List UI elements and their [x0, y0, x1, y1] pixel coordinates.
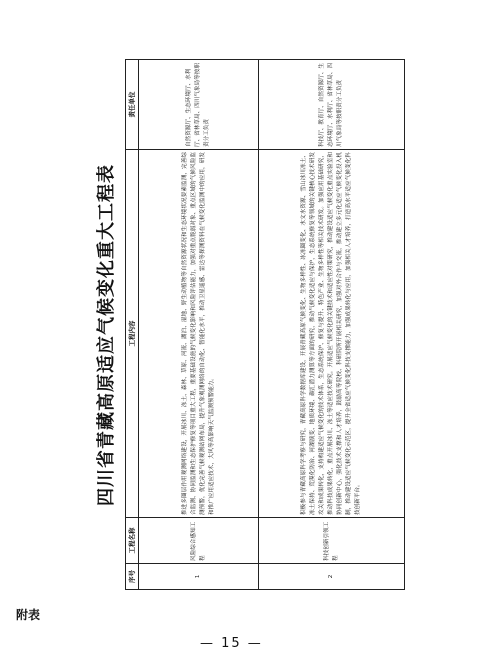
row-name: 风险综合感知工程: [139, 518, 259, 564]
row-name: 科技创新引领工程: [259, 518, 405, 564]
row-dept: 科技厅、教育厅、自然资源厅、生态环境厅、水利厅、省林草局、四川气象局等按职责分工负责: [259, 60, 405, 150]
header-name: 工程名称: [126, 518, 139, 564]
row-content: 积极参与青藏高原科学考察与研究，青藏高原科学数据库建设，开展青藏高原气候变化、生物多样性、冰冻圈变化、水文水资源、雪山冰川冻土、冻土保持、荒漠化防治、河湖演变、地质环境、碳汇潜力测算等方面的研究，推动气候变化适应与保护，生态系统修复等领域的关键核心技术研发攻关和成果转化，支持构建适应气候变化的技术体系，生态系统保护、修复与提升、特色产业、生物多样性等相关技术研发。加强应用基础研究，推动科技成果转化，重点开展冰川、冻土等适应技术研究。开展适应气候变化的关键技术和适应性对策研究，推动建设适应气候变化重点实验室和协同创新中心，强化技术支撑和人才培养，鼓励高等院校、科研院所开展相关研究，加强对外合作与交流，推动建立多元化适应气候变化投入机制，推动建设适应气候变化示范区，提升全省适应气候变化科技支撑能力，加强成果转化与应用，加强相关人才培养，打造高水平适应气候变化科技创新平台。: [259, 150, 405, 518]
header-content: 工程内容: [126, 150, 139, 518]
annex-label: 附表: [16, 608, 41, 622]
page-number: — 15 —: [200, 636, 263, 651]
row-content: 推进多圈层作用观测网络建设，开展冰川、冻土、森林、草原、河流、湖泊、湿地、野生动植物等自然资源状况和生态环境状况要素监测，完善综合监测、协同监测和生态保护修复等项目重大工程，重要基础设施的气候变化影响和风险评估能力，加强对重点脆弱对象、重点区域的气候风险监测预警，优化完善气候观测站网布局，提升气象观测网络的自动化、智能化水平，推动卫星遥感、雷达等探测资料在气候变化监测中的应用，研发和推广应用适应技术，大风等高影响天气监测预警能力。: [139, 150, 259, 518]
table-header-row: [126, 60, 139, 590]
table-row: [139, 60, 259, 590]
row-no: 1: [139, 564, 259, 590]
header-dept: 责任单位: [126, 60, 139, 150]
table-row: [259, 60, 405, 590]
engineering-table: [125, 59, 405, 590]
row-dept: 自然资源厅、生态环境厅、水利厅、省林草局、四川气象局等按职责分工负责: [139, 60, 259, 150]
page-title: 四川省青藏高原适应气候变化重大工程表: [96, 164, 117, 506]
row-no: 2: [259, 564, 405, 590]
header-no: 序号: [126, 564, 139, 590]
